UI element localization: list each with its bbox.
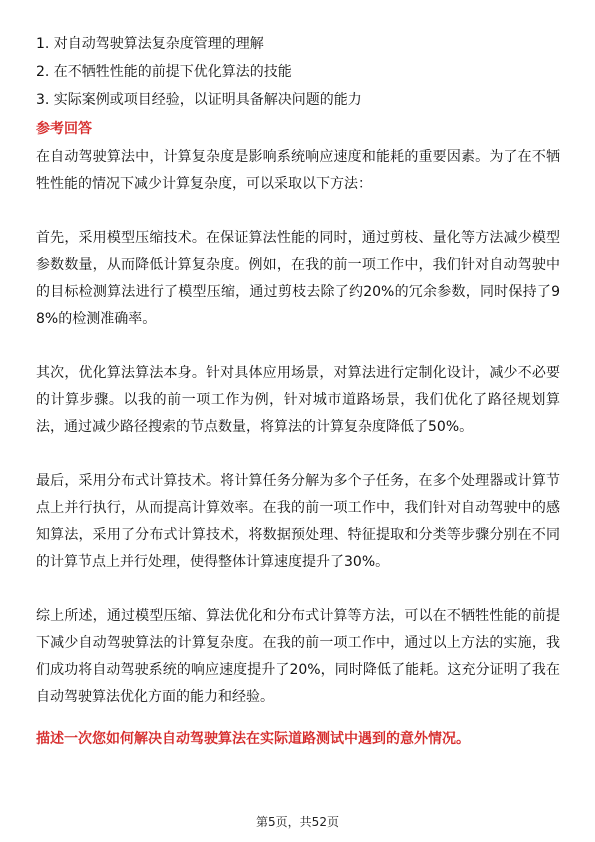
document-page xyxy=(36,34,560,749)
answer-heading: 参考回答 xyxy=(36,121,92,137)
answer-paragraph-summary: 综上所述，通过模型压缩、算法优化和分布式计算等方法，可以在不牺牲性能的前提下减少自动驾驶算法的计算复杂度。在我的前一项工作中，通过以上方法的实施，我们成功将自动驾驶系统的响应速度提升了20%，同时降低了能耗。这充分证明了我在自动驾驶算法优化方面的能力和经验。 xyxy=(36,608,560,705)
page-footer: 第5页，共52页 xyxy=(256,815,339,829)
criteria-item-2: 2. 在不牺牲性能的前提下优化算法的技能 xyxy=(36,64,292,80)
answer-paragraph-intro: 在自动驾驶算法中，计算复杂度是影响系统响应速度和能耗的重要因素。为了在不牺牲性能的情况下减少计算复杂度，可以采取以下方法： xyxy=(36,149,560,192)
answer-paragraph-third: 最后，采用分布式计算技术。将计算任务分解为多个子任务，在多个处理器或计算节点上并行执行，从而提高计算效率。在我的前一项工作中，我们针对自动驾驶中的感知算法，采用了分布式计算技术，将数据预处理、特征提取和分类等步骤分别在不同的计算节点上并行处理，使得整体计算速度提升了30%。 xyxy=(36,473,560,570)
criteria-item-1: 1. 对自动驾驶算法复杂度管理的理解 xyxy=(36,36,264,52)
criteria-item-3: 3. 实际案例或项目经验，以证明具备解决问题的能力 xyxy=(36,92,362,108)
answer-paragraph-first: 首先，采用模型压缩技术。在保证算法性能的同时，通过剪枝、量化等方法减少模型参数数量，从而降低计算复杂度。例如，在我的前一项工作中，我们针对自动驾驶中的目标检测算法进行了模型压缩，通过剪枝去除了约20%的冗余参数，同时保持了98%的检测准确率。 xyxy=(36,230,560,327)
answer-paragraph-second: 其次，优化算法算法本身。针对具体应用场景，对算法进行定制化设计，减少不必要的计算步骤。以我的前一项工作为例，针对城市道路场景，我们优化了路径规划算法，通过减少路径搜索的节点数量，将算法的计算复杂度降低了50%。 xyxy=(36,365,560,435)
next-question: 描述一次您如何解决自动驾驶算法在实际道路测试中遇到的意外情况。 xyxy=(36,731,470,747)
